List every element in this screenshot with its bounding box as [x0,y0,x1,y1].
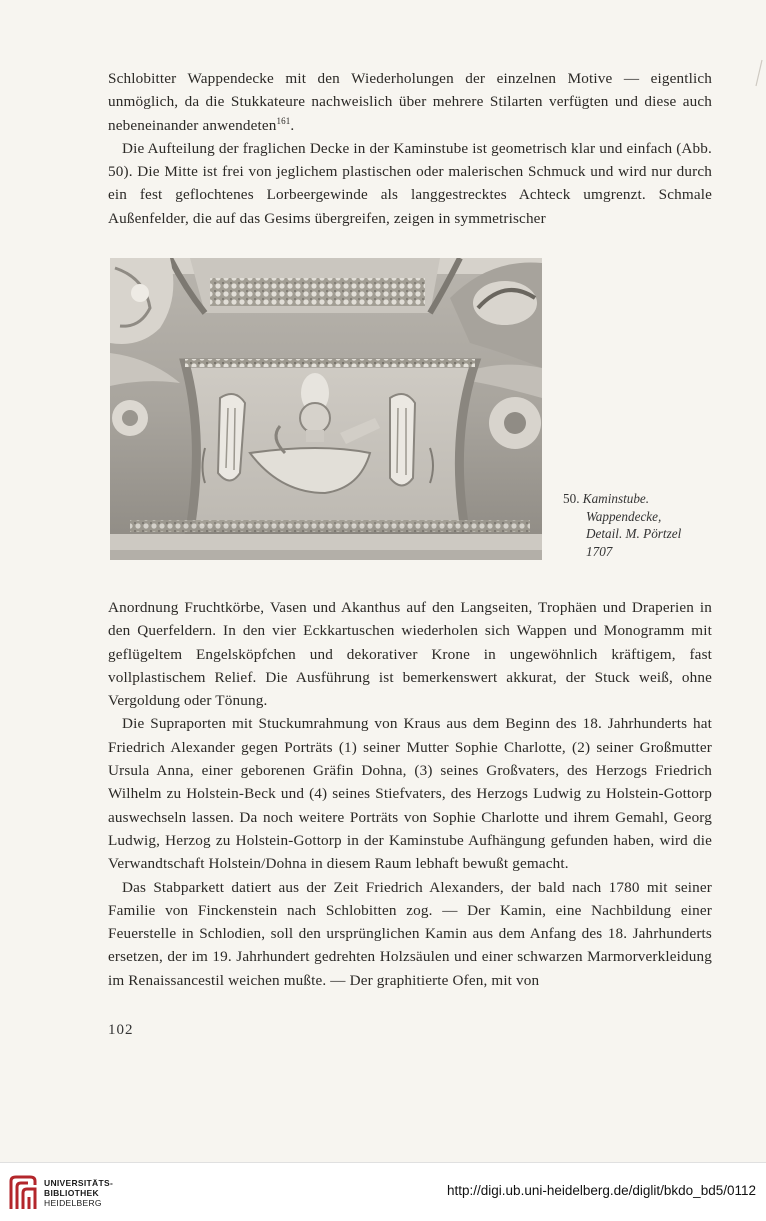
permalink-url[interactable]: http://digi.ub.uni-heidelberg.de/diglit/bkdo_bd5/0112 [447,1183,756,1198]
caption-line: Detail. M. Pörtzel [586,526,682,541]
text-block-top [108,67,712,230]
ceiling-relief-photo [110,258,542,560]
caption-line: Kaminstube. [582,491,650,506]
figure-image [110,258,542,560]
library-logo-icon[interactable] [8,1175,38,1211]
paragraph: Die Supraporten mit Stuckumrahmung von Kraus aus dem Beginn des 18. Jahrhunderts hat Friedrich Alexander gegen Porträts (1) seiner Mutter Sophie Charlotte, (2) seiner Großmutter Ursula Anna, einer geborenen Gräfin Dohna, (3) seines Großvaters, des Herzogs Friedrich Wilhelm zu Holstein-Beck und (4) seines Stiefvaters, des Herzogs Ludwig zu Holstein-Gottorp auswechseln lassen. Da noch weitere Porträts von Sophie Charlotte und ihrem Gemahl, Georg Ludwig, Herzog zu Holstein-Gottorp in der Kaminstube Aufhängung gefunden haben, wird die Verwandtschaft Holstein/Dohna in diesem Raum lebhaft bewußt gemacht. [108,715,712,873]
figure-caption [563,490,713,560]
caption-line: Wappendecke, [586,508,662,524]
caption-line: 1707 [586,543,613,559]
footnote-reference: 161 [276,115,291,126]
paragraph: Anordnung Fruchtkörbe, Vasen und Akanthus auf den Langseiten, Trophäen und Draperien in den Querfeldern. In den vier Eckkartuschen wiederholen sich Wappen und Monogramm mit geflügeltem Engelsköpfchen und dekorativer Krone in ungewöhnlich kräftigem, fast vollplastischem Relief. Die Ausführung ist bemerkenswert akkurat, der Stuck weiß, ohne Vergoldung oder Tönung. [108,599,712,710]
paragraph: Schlobitter Wappendecke mit den Wiederholungen der einzelnen Motive — eigentlich unmöglich, da die Stukkateure nachweislich über mehrere Stilarten verfügten und diese auch nebeneinander anwendeten$^{161}$. [108,70,712,134]
paragraph: Das Stabparkett datiert aus der Zeit Friedrich Alexanders, der bald nach 1780 mit seiner Familie von Finckenstein nach Schlobitten zog. — Der Kamin, eine Nachbildung einer Feuerstelle in Schlodien, soll den ursprünglichen Kamin aus dem Anfang des 18. Jahrhunderts ersetzen, der im 19. Jahrhundert gedrehten Holzsäulen und einer schwarzen Marmorverkleidung im Renaissancestil weichen mußte. — Der graphitierte Ofen, mit von [108,878,712,989]
library-name-line: BIBLIOTHEK [44,1188,99,1198]
paragraph: Die Aufteilung der fraglichen Decke in der Kaminstube ist geometrisch klar und einfach (Abb. 50). Die Mitte ist frei von jeglichem plastischen oder malerischen Schmuck und wird nur durch ein fest geflochtenes Lorbeergewinde als langgestrecktes Achteck umgrenzt. Schmale Außenfelder, die auf das Gesims übergreifen, zeigen in symmetrischer [108,139,712,227]
text-block-bottom [108,596,712,992]
library-name-line: HEIDELBERG [44,1198,102,1208]
page-number: 102 [108,1022,134,1038]
page-edge-mark [752,58,764,88]
digital-library-footer [0,1162,766,1221]
figure-number: 50. [563,491,580,506]
library-name-line: UNIVERSITÄTS- [44,1178,114,1188]
library-name [44,1178,113,1208]
